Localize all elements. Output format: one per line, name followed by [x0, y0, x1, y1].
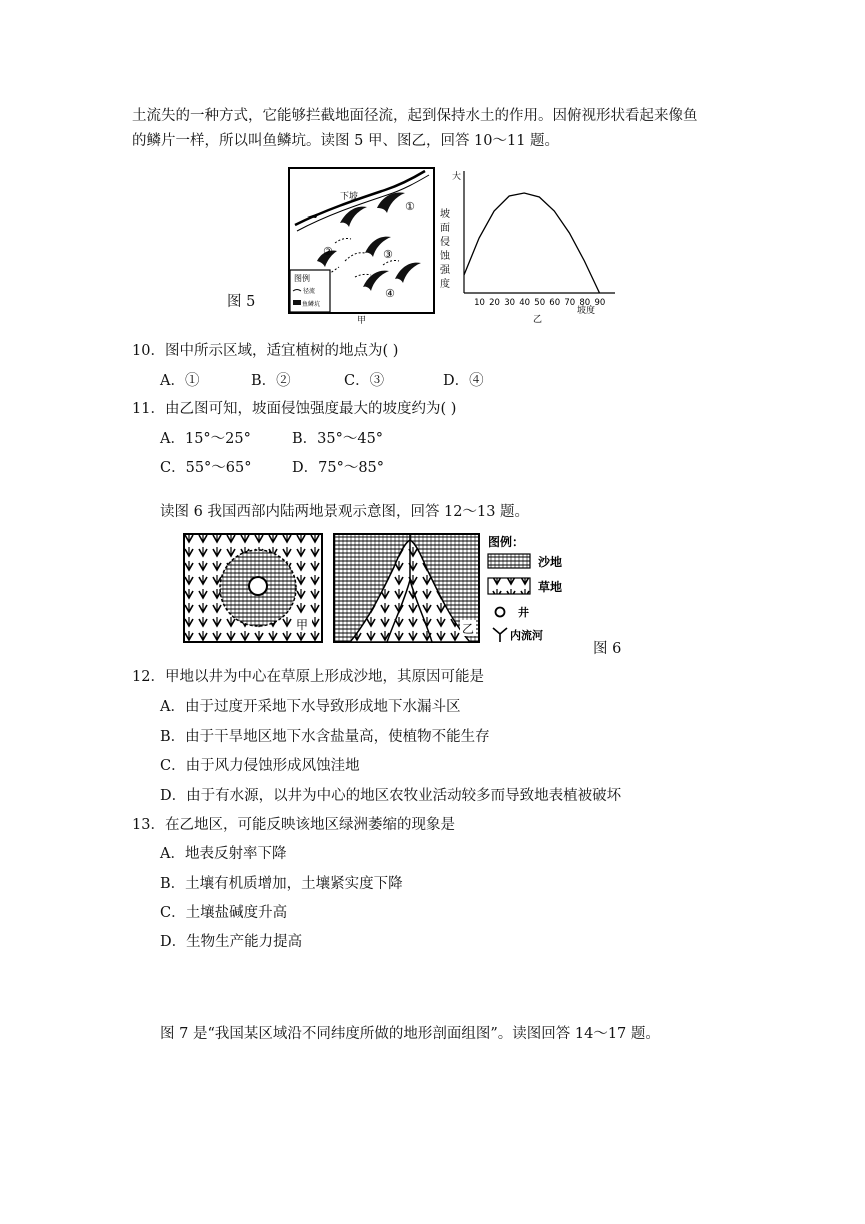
q12-option-c: C．由于风力侵蚀形成风蚀洼地: [160, 758, 360, 774]
y-axis-label-char: 侵: [440, 237, 450, 248]
q12-stem: 12．甲地以井为中心在草原上形成沙地，其原因可能是: [132, 669, 484, 685]
y-axis-label-char: 坡: [440, 209, 450, 220]
legend-river: 内流河: [510, 629, 543, 642]
q10-option-a: A．①: [160, 373, 200, 389]
figure-6: [182, 532, 602, 650]
q11-option-a: A．15°～25°: [160, 431, 251, 447]
marker-4: ④: [385, 287, 395, 300]
marker-3: ③: [383, 248, 393, 261]
q13-option-a: A．地表反射率下降: [160, 846, 287, 862]
x-tick-label: 90: [594, 298, 606, 308]
x-tick-label: 80: [579, 298, 591, 308]
q13-option-d: D．生物生产能力提高: [160, 934, 303, 950]
marker-1: ①: [405, 200, 415, 213]
legend-title: 图例: [294, 274, 310, 283]
figure-5-right-chart: [437, 165, 622, 325]
y-axis-top-label: 大: [452, 172, 462, 182]
intro-figure-7: 图 7 是“我国某区域沿不同纬度所做的地形剖面组图”。读图回答 14～17 题。: [160, 1026, 660, 1042]
q12-option-a: A．由于过度开采地下水导致形成地下水漏斗区: [160, 699, 461, 715]
q10-option-d: D．④: [443, 373, 484, 389]
q12-option-b: B．由于干旱地区地下水含盐量高，使植物不能生存: [160, 729, 490, 745]
x-tick-label: 30: [504, 298, 516, 308]
marker-2: ②: [323, 245, 333, 258]
legend-well: 井: [518, 606, 529, 619]
x-tick-label: 40: [519, 298, 531, 308]
q10-option-b: B．②: [251, 373, 291, 389]
x-tick-label: 60: [549, 298, 561, 308]
intro-figure-6: 读图 6 我国西部内陆两地景观示意图，回答 12～13 题。: [160, 504, 530, 520]
x-tick-label: 50: [534, 298, 546, 308]
figure-5-right-label: 乙: [533, 315, 543, 325]
intro-line-1: 土流失的一种方式，它能够拦截地面径流，起到保持水土的作用。因俯视形状看起来像鱼: [132, 108, 698, 124]
q13-stem: 13．在乙地区，可能反映该地区绿洲萎缩的现象是: [132, 817, 455, 833]
q13-option-c: C．土壤盐碱度升高: [160, 905, 288, 921]
figure-5-left-label: 甲: [357, 316, 367, 325]
x-tick-label: 70: [564, 298, 576, 308]
legend-runoff: 径流: [303, 288, 316, 295]
y-axis-label-char: 度: [440, 279, 450, 290]
y-axis-label-char: 面: [440, 223, 450, 234]
erosion-curve: [464, 193, 600, 293]
x-tick-label: 10: [474, 298, 485, 308]
figure-5-left-map: [285, 165, 440, 325]
legend-pit: 鱼鳞坑: [302, 301, 321, 308]
legend-sand: 沙地: [538, 555, 563, 569]
q11-option-c: C．55°～65°: [160, 460, 252, 476]
q11-option-d: D．75°～85°: [292, 460, 385, 476]
figure-6-right-label: 乙: [462, 622, 475, 636]
slope-label: 下坡: [340, 192, 359, 202]
y-axis-label-char: 强: [440, 265, 450, 276]
legend-grass: 草地: [538, 580, 563, 594]
q10-option-c: C．③: [344, 373, 385, 389]
figure-6-legend-title: 图例：: [488, 535, 525, 549]
q10-stem: 10．图中所示区域，适宜植树的地点为( ): [132, 343, 399, 359]
y-axis-label: [440, 207, 451, 290]
figure-6-left-label: 甲: [296, 618, 309, 632]
q11-option-b: B．35°～45°: [292, 431, 384, 447]
intro-line-2: 的鳞片一样，所以叫鱼鳞坑。读图 5 甲、图乙，回答 10～11 题。: [132, 133, 560, 149]
y-axis-label-char: 蚀: [440, 251, 450, 262]
q13-option-b: B．土壤有机质增加，土壤紧实度下降: [160, 876, 403, 892]
q12-option-d: D．由于有水源，以井为中心的地区农牧业活动较多而导致地表植被破坏: [160, 788, 622, 804]
figure-6-caption: 图 6: [593, 641, 622, 657]
q11-stem: 11．由乙图可知，坡面侵蚀强度最大的坡度约为( ): [132, 401, 457, 417]
figure-5-caption: 图 5: [227, 294, 256, 310]
x-tick-label: 20: [489, 298, 500, 308]
x-axis-label: 坡度: [577, 306, 596, 316]
